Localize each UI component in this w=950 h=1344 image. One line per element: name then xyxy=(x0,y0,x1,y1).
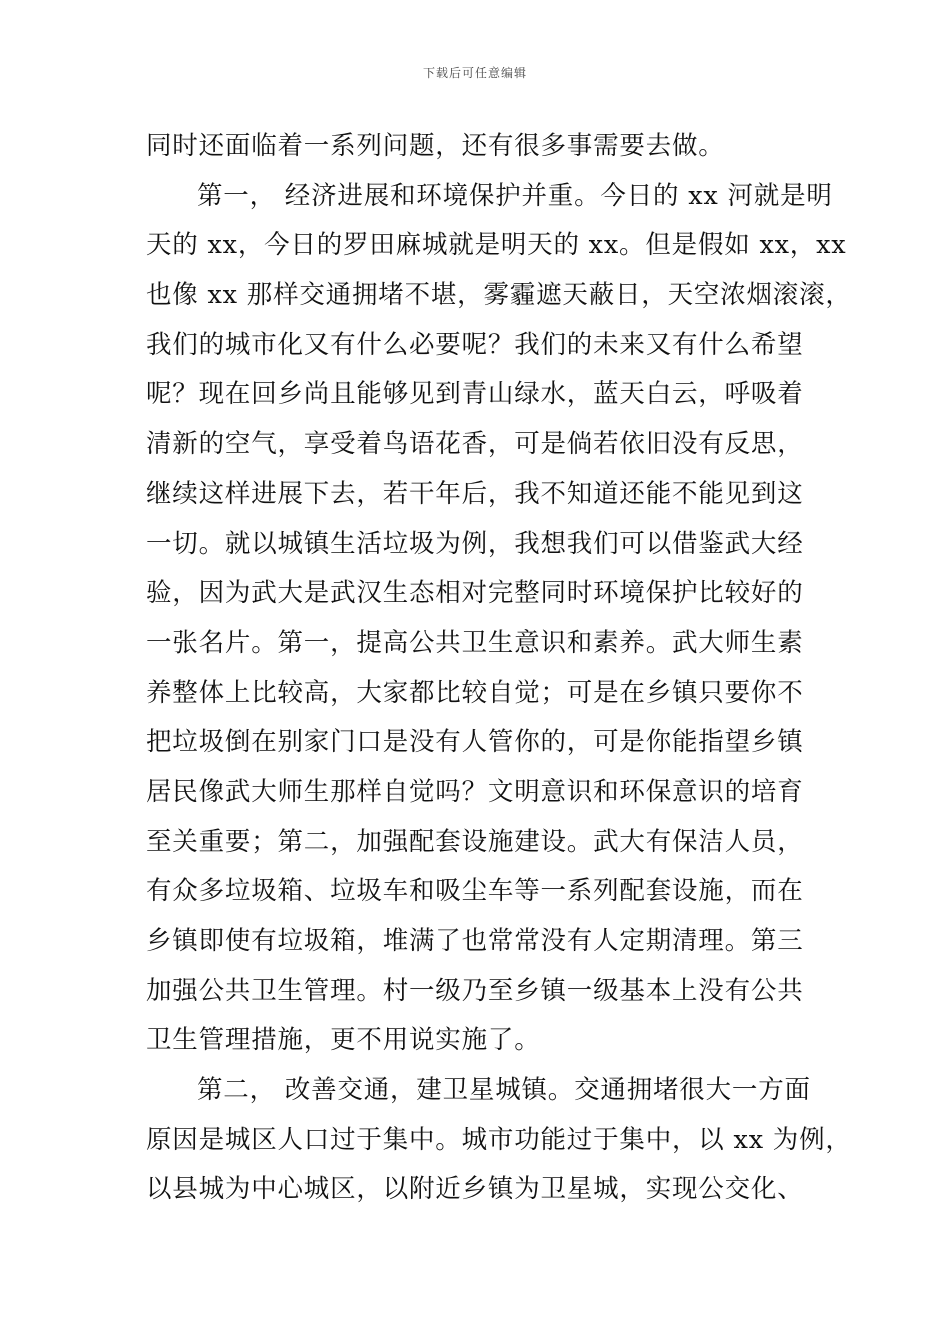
text-line: 我们的城市化又有什么必要呢？我们的未来又有什么希望 xyxy=(146,329,804,360)
text-line: 天的 xx，今日的罗田麻城就是明天的 xx。但是假如 xx，xx xyxy=(146,230,847,261)
page-header: 下载后可任意编辑 xyxy=(422,66,527,80)
text-line: 以县城为中心城区，以附近乡镇为卫星城，实现公交化、 xyxy=(146,1174,804,1205)
text-line: 有众多垃圾箱、垃圾车和吸尘车等一系列配套设施，而在 xyxy=(146,876,804,907)
text-line: 居民像武大师生那样自觉吗？文明意识和环保意识的培育 xyxy=(146,776,804,807)
text-line: 验，因为武大是武汉生态相对完整同时环境保护比较好的 xyxy=(146,578,804,609)
text-line: 养整体上比较高，大家都比较自觉；可是在乡镇只要你不 xyxy=(146,677,804,708)
text-line: 同时还面临着一系列问题，还有很多事需要去做。 xyxy=(146,131,725,161)
text-line: 呢？现在回乡尚且能够见到青山绿水，蓝天白云，呼吸着 xyxy=(146,379,804,410)
text-line: 一张名片。第一，提高公共卫生意识和素养。武大师生素 xyxy=(146,627,804,658)
text-line: 继续这样进展下去，若干年后，我不知道还能不能见到这 xyxy=(146,478,804,509)
text-line: 一切。就以城镇生活垃圾为例，我想我们可以借鉴武大经 xyxy=(146,528,804,559)
paragraph-first-line: 第二， 改善交通，建卫星城镇。交通拥堵很大一方面 xyxy=(197,1075,811,1106)
text-line: 至关重要；第二，加强配套设施建设。武大有保洁人员， xyxy=(146,826,804,857)
text-line: 也像 xx 那样交通拥堵不堪，雾霾遮天蔽日，天空浓烟滚滚， xyxy=(146,280,852,311)
text-line: 乡镇即使有垃圾箱，堆满了也常常没有人定期清理。第三 xyxy=(146,926,804,956)
paragraph-first-line: 第一， 经济进展和环境保护并重。今日的 xx 河就是明 xyxy=(197,180,833,211)
text-line: 加强公共卫生管理。村一级乃至乡镇一级基本上没有公共 xyxy=(146,975,804,1006)
body-text xyxy=(146,122,852,1215)
text-line: 清新的空气，享受着鸟语花香，可是倘若依旧没有反思， xyxy=(146,429,804,460)
text-line: 原因是城区人口过于集中。城市功能过于集中，以 xx 为例， xyxy=(146,1124,852,1155)
text-line: 卫生管理措施，更不用说实施了。 xyxy=(146,1025,541,1056)
text-line: 把垃圾倒在别家门口是没有人管你的，可是你能指望乡镇 xyxy=(146,727,804,758)
